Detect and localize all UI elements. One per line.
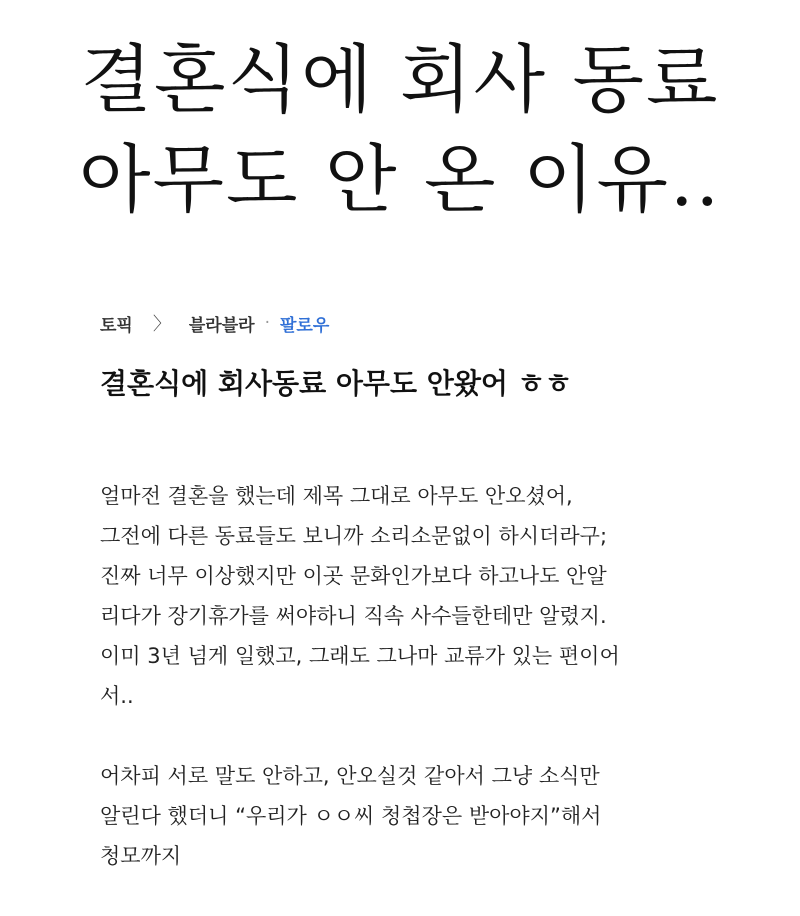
category-link[interactable]: 블라블라 <box>188 315 255 336</box>
post-title: 결혼식에 회사동료 아무도 안왔어 ㅎㅎ <box>100 367 572 400</box>
separator-dot: · <box>264 313 270 333</box>
body-line: 알린다 했더니 “우리가 ㅇㅇ씨 청첩장은 받아야지”해서 <box>100 804 602 828</box>
body-line: 진짜 너무 이상했지만 이곳 문화인가보다 하고나도 안알 <box>100 564 607 588</box>
body-line: 그전에 다른 동료들도 보니까 소리소문없이 하시더라구; <box>100 524 608 548</box>
body-line: 청모까지 <box>100 844 182 868</box>
headline-line-1: 결혼식에 회사 동료 <box>80 37 720 123</box>
body-line: 얼마전 결혼을 했는데 제목 그대로 아무도 안오셨어, <box>100 484 573 508</box>
chevron-right-icon: 〉 <box>152 314 171 335</box>
headline-line-2: 아무도 안 온 이유.. <box>79 137 721 223</box>
board-name[interactable]: 토픽 <box>100 315 133 336</box>
headline <box>0 30 800 230</box>
post-paragraph-2 <box>100 756 740 876</box>
body-line: 서.. <box>100 684 134 708</box>
post-paragraph-1 <box>100 476 740 716</box>
follow-button[interactable]: 팔로우 <box>279 315 330 336</box>
body-line: 이미 3년 넘게 일했고, 그래도 그나마 교류가 있는 편이어 <box>100 644 620 668</box>
body-line: 어차피 서로 말도 안하고, 안오실것 같아서 그냥 소식만 <box>100 764 600 788</box>
body-line: 리다가 장기휴가를 써야하니 직속 사수들한테만 알렸지. <box>100 604 607 628</box>
post-body <box>100 476 740 916</box>
post-meta-breadcrumb <box>100 308 329 338</box>
